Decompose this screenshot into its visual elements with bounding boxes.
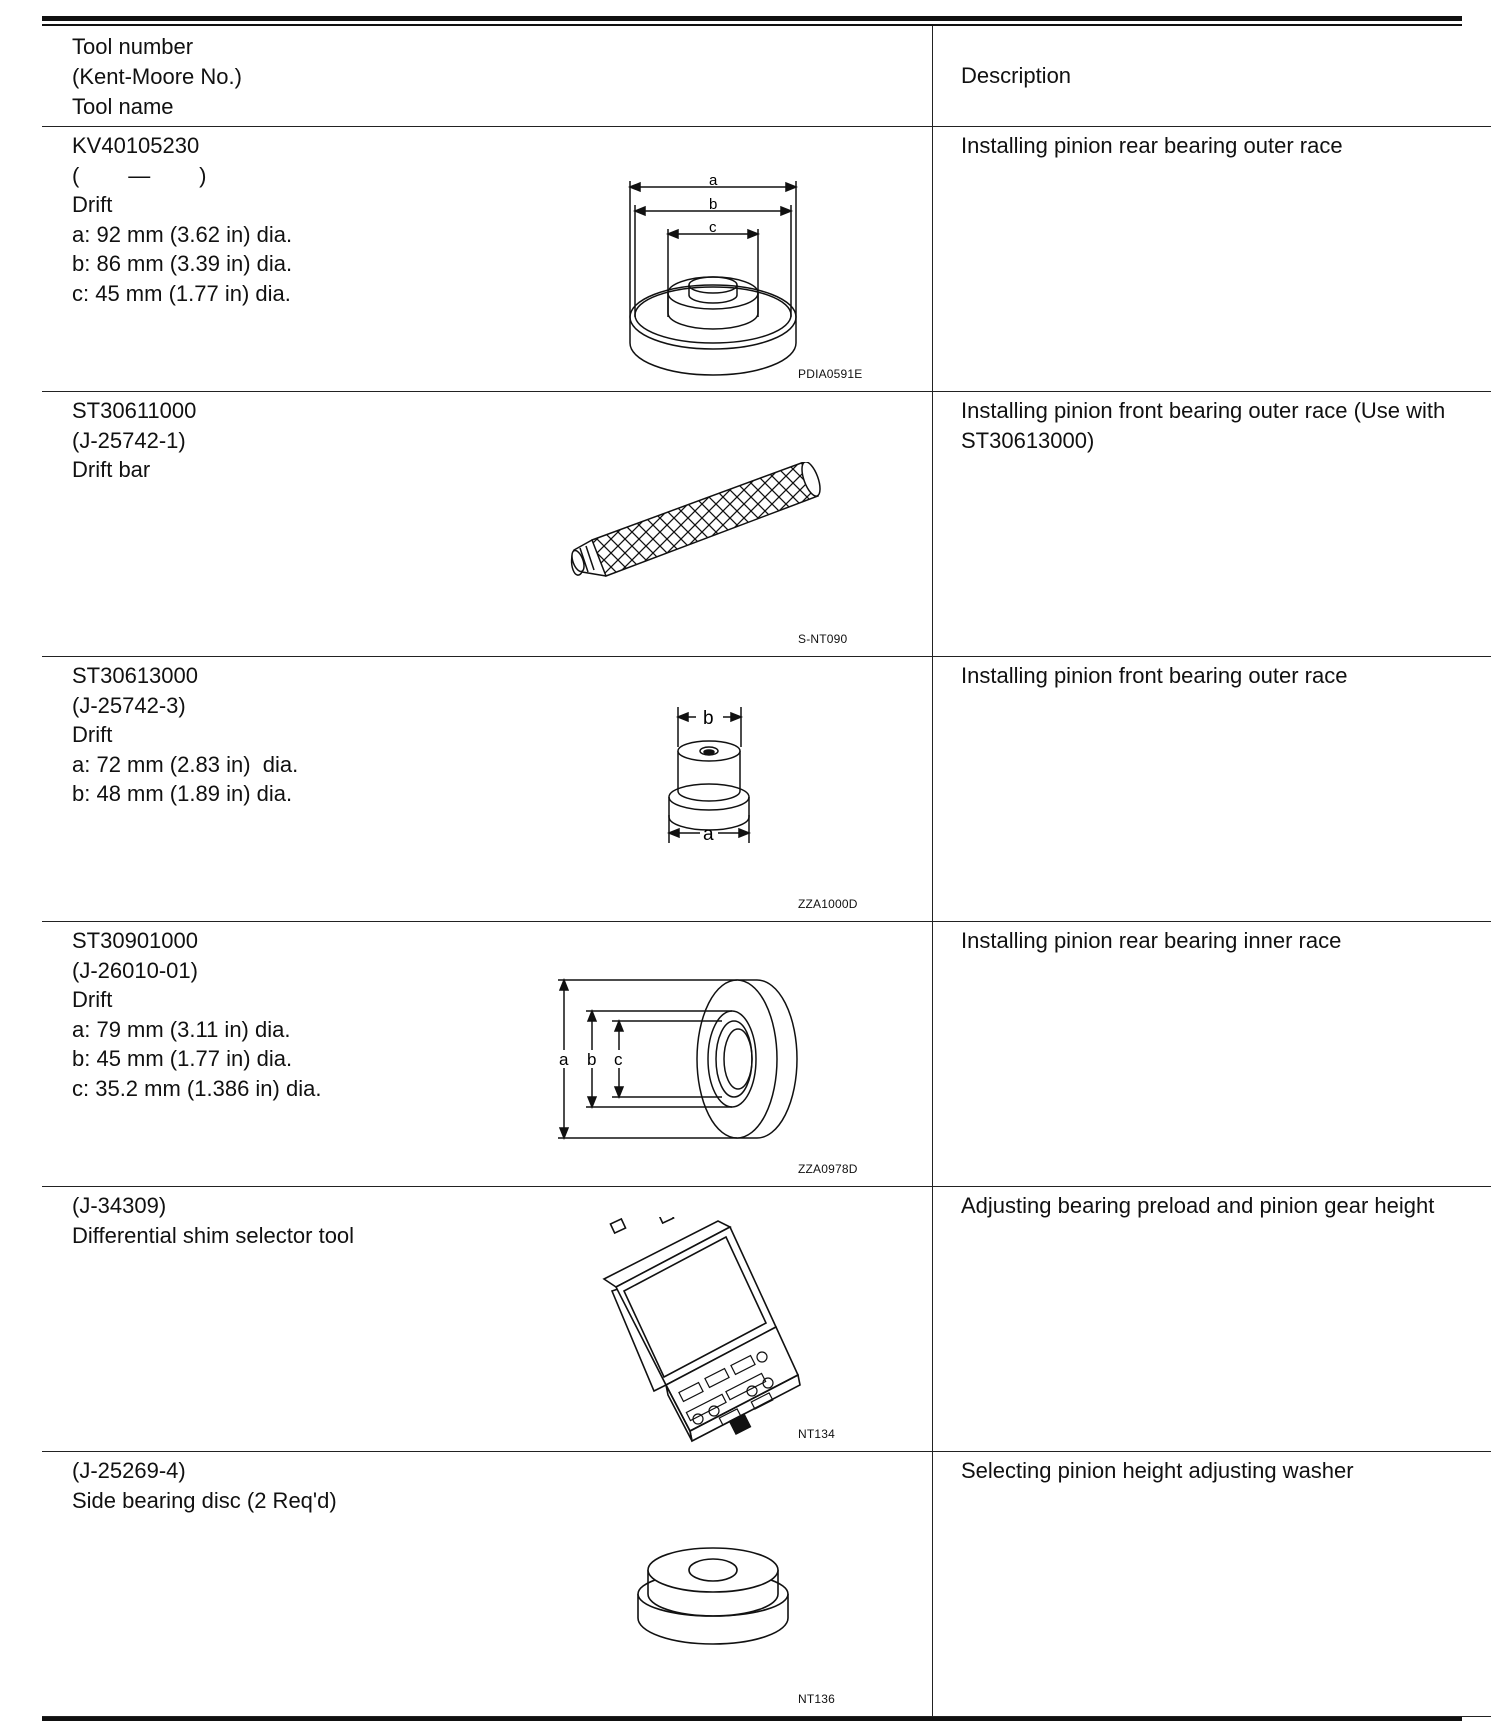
tool-name: Differential shim selector tool	[72, 1222, 355, 1248]
dim-label-b: b	[703, 708, 714, 729]
top-rule	[42, 16, 1462, 21]
dim-label-b: b	[587, 1050, 597, 1069]
kent-moore-number: (J-25269-4)	[72, 1458, 186, 1483]
description-cell	[933, 127, 1492, 392]
dim-label-c: c	[614, 1050, 623, 1069]
header-line: Tool number	[72, 34, 194, 59]
tool-name: Drift	[72, 987, 113, 1012]
tool-spec: a: 79 mm (3.11 in) dia.	[72, 1016, 291, 1042]
stepped-drift-icon	[652, 707, 772, 857]
ring-drift-icon	[552, 978, 852, 1158]
dim-label-a: a	[709, 172, 718, 189]
tool-name: Drift bar	[72, 457, 151, 482]
tool-spec: a: 72 mm (2.83 in) dia.	[72, 751, 299, 777]
figure-code: ZZA0978D	[798, 1162, 858, 1176]
tool-number: ST30613000	[72, 663, 198, 688]
tool-name: Drift	[72, 722, 113, 747]
drift-bar-icon	[562, 462, 862, 602]
tool-cell	[42, 127, 933, 392]
header-line: (Kent-Moore No.)	[72, 64, 242, 89]
tool-description: Installing pinion front bearing outer race (Use with ST30613000)	[961, 398, 1446, 453]
tool-name: Drift	[72, 192, 113, 217]
tools-table	[42, 26, 1491, 1717]
description-cell	[933, 1452, 1492, 1717]
kent-moore-number: (J-34309)	[72, 1193, 167, 1218]
figure-code: NT134	[798, 1427, 836, 1441]
tool-spec: b: 45 mm (1.77 in) dia.	[72, 1046, 293, 1071]
tool-spec: b: 86 mm (3.39 in) dia.	[72, 251, 293, 276]
tool-description: Installing pinion rear bearing outer race	[961, 133, 1343, 158]
tool-cell	[42, 922, 933, 1187]
table-row	[42, 1187, 1491, 1452]
table-header-row	[42, 26, 1491, 127]
figure-code: ZZA1000D	[798, 897, 858, 911]
tool-spec: a: 92 mm (3.62 in) dia.	[72, 221, 293, 247]
tool-cell	[42, 392, 933, 657]
dim-label-a: a	[703, 824, 714, 845]
figure-code: NT136	[798, 1692, 836, 1706]
tool-cell	[42, 1187, 933, 1452]
kent-moore-number: (J-26010-01)	[72, 957, 198, 983]
tool-number: ST30901000	[72, 928, 198, 953]
figure-code: PDIA0591E	[798, 367, 863, 381]
header-line: Tool name	[72, 94, 174, 119]
table-row	[42, 1452, 1491, 1717]
tool-spec: c: 45 mm (1.77 in) dia.	[72, 280, 291, 306]
table-row	[42, 392, 1491, 657]
tool-case-icon	[602, 1217, 852, 1447]
dim-label-a: a	[559, 1050, 569, 1069]
tool-description: Installing pinion front bearing outer race	[961, 663, 1348, 688]
tool-description: Installing pinion rear bearing inner race	[961, 928, 1342, 953]
tool-name: Side bearing disc (2 Req'd)	[72, 1487, 337, 1513]
tool-spec: b: 48 mm (1.89 in) dia.	[72, 781, 293, 806]
table-row	[42, 127, 1491, 392]
description-cell	[933, 392, 1492, 657]
kent-moore-number: (J-25742-1)	[72, 427, 186, 453]
drift-cup-icon	[622, 167, 872, 387]
kent-moore-number: (J-25742-3)	[72, 692, 186, 718]
tool-number: KV40105230	[72, 133, 200, 158]
tool-spec: c: 35.2 mm (1.386 in) dia.	[72, 1075, 322, 1101]
kent-moore-number: ( — )	[72, 162, 207, 188]
header-description: Description	[961, 63, 1072, 88]
dim-label-b: b	[709, 196, 718, 213]
dim-label-c: c	[709, 219, 717, 236]
tool-cell	[42, 1452, 933, 1717]
tool-number: ST30611000	[72, 398, 197, 423]
table-row	[42, 657, 1491, 922]
table-row	[42, 922, 1491, 1187]
figure-code: S-NT090	[798, 632, 848, 646]
description-cell	[933, 657, 1492, 922]
header-tool-cell	[42, 26, 933, 127]
header-description-cell	[933, 26, 1492, 127]
description-cell	[933, 922, 1492, 1187]
special-service-tools-document	[42, 16, 1462, 1721]
tool-cell	[42, 657, 933, 922]
description-cell	[933, 1187, 1492, 1452]
tool-description: Adjusting bearing preload and pinion gear height	[961, 1193, 1435, 1218]
tool-description: Selecting pinion height adjusting washer	[961, 1458, 1354, 1483]
bearing-disc-icon	[632, 1536, 802, 1666]
bottom-rule	[42, 1717, 1462, 1721]
